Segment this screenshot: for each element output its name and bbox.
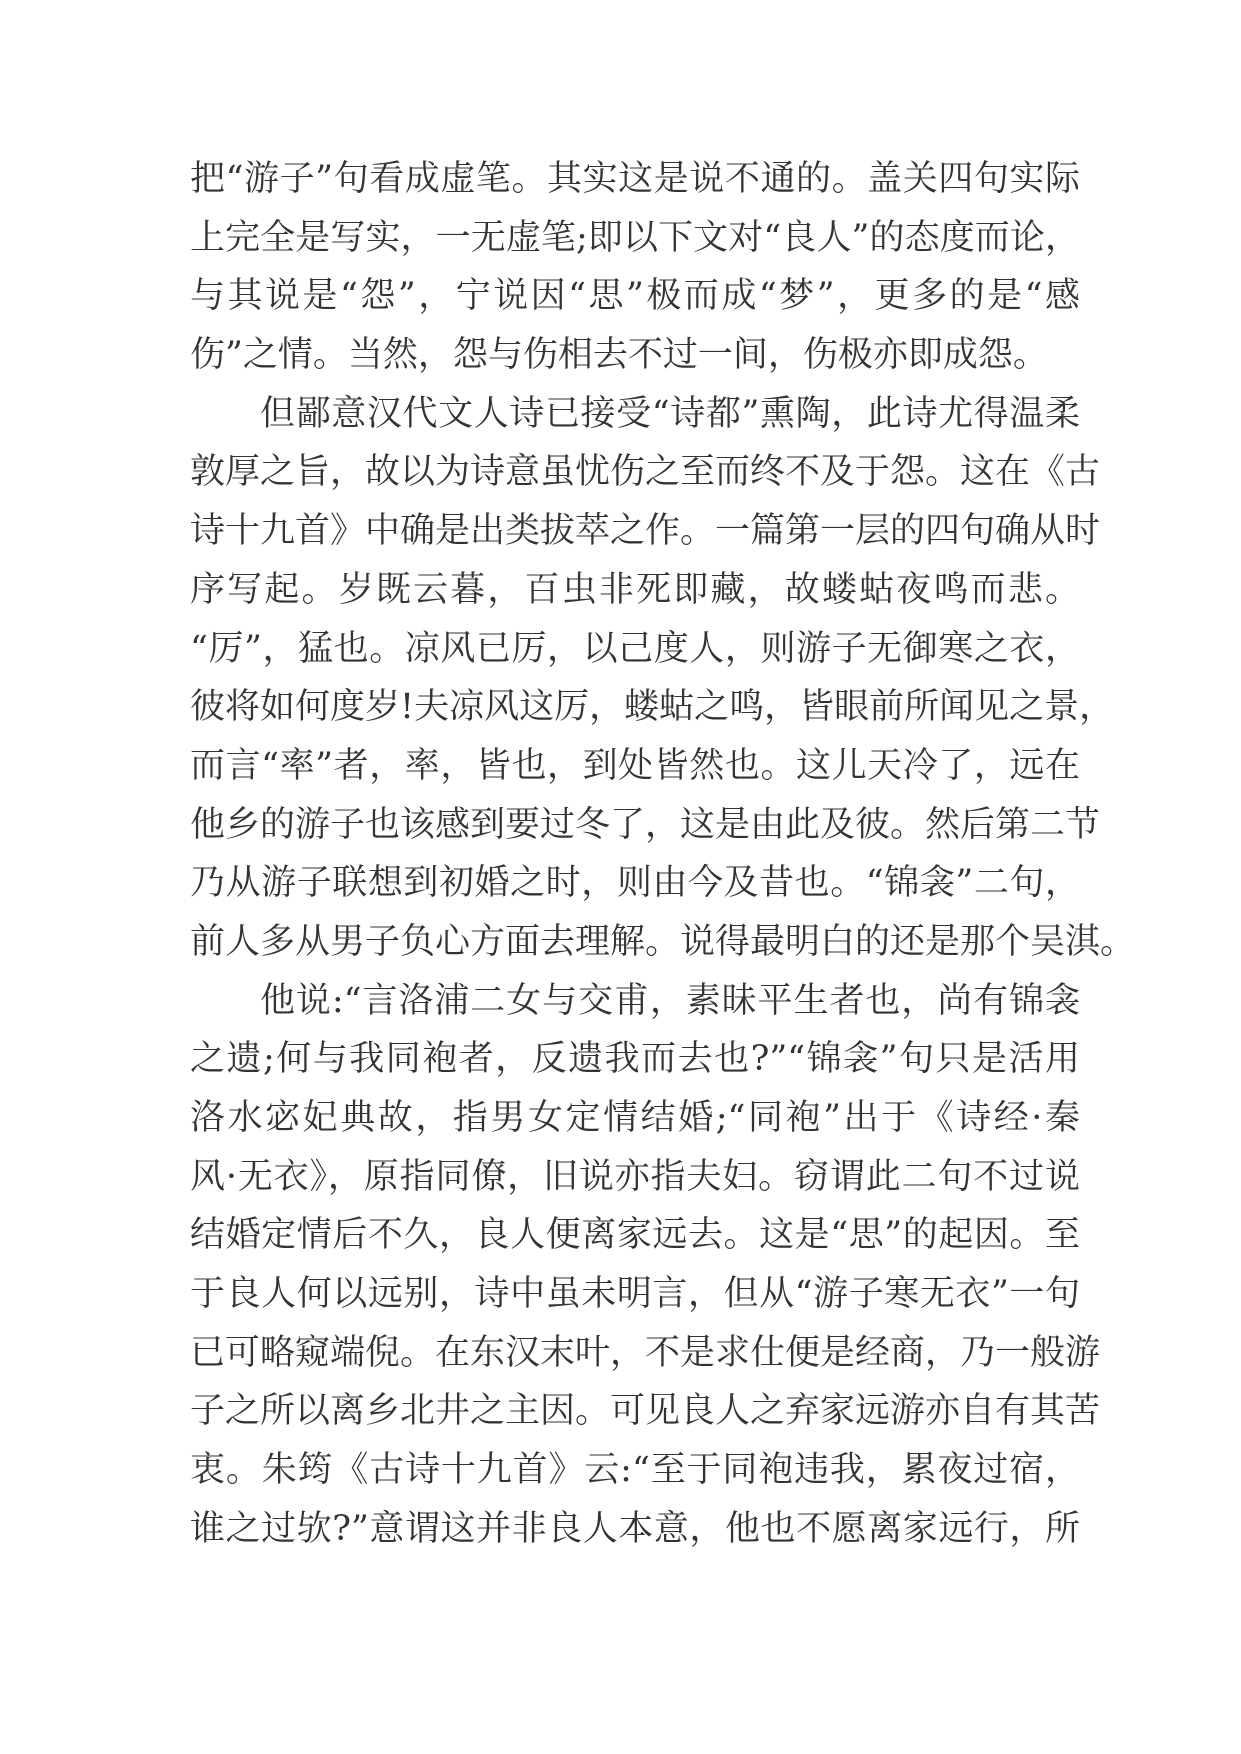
text-line: 但鄙意汉代文人诗已接受“诗都”熏陶，此诗尤得温柔 [260, 393, 1080, 434]
text-line: 于良人何以远别，诗中虽未明言，但从“游子寒无衣”一句 [190, 1274, 1080, 1315]
text-line: 把“游子”句看成虚笔。其实这是说不通的。盖关四句实际 [190, 159, 1080, 199]
text-line: 彼将如何度岁!夫凉风这厉，蝼蛄之鸣，皆眼前所闻见之景， [190, 687, 1115, 728]
text-line: “厉”，猛也。凉风已厉，以己度人，则游子无御寒之衣， [190, 628, 1080, 669]
text-line: 他乡的游子也该感到要过冬了，这是由此及彼。然后第二节 [190, 804, 1101, 845]
text-line: 谁之过欤?”意谓这并非良人本意，他也不愿离家远行，所 [190, 1508, 1080, 1549]
text-line: 衷。朱筠《古诗十九首》云:“至于同袍违我，累夜过宿， [190, 1450, 1080, 1491]
text-line: 他说:“言洛浦二女与交甫，素昧平生者也，尚有锦衾 [260, 980, 1080, 1021]
text-line: 洛水宓妃典故，指男女定情结婚;“同袍”出于《诗经·秦 [190, 1098, 1080, 1138]
text-line: 乃从游子联想到初婚之时，则由今及昔也。“锦衾”二句， [190, 863, 1080, 904]
text-line: 伤”之情。当然，怨与伤相去不过一间，伤极亦即成怨。 [190, 335, 1048, 376]
paragraph-1 [190, 150, 1080, 385]
text-line: 诗十九首》中确是出类拔萃之作。一篇第一层的四句确从时 [190, 511, 1101, 552]
text-line: 上完全是写实，一无虚笔;即以下文对“良人”的态度而论， [190, 217, 1080, 258]
text-line: 风·无衣》，原指同僚，旧说亦指夫妇。窃谓此二句不过说 [190, 1156, 1080, 1197]
text-line: 敦厚之旨，故以为诗意虽忧伤之至而终不及于怨。这在《古 [190, 452, 1101, 493]
text-line: 结婚定情后不久，良人便离家远去。这是“思”的起因。至 [190, 1215, 1080, 1256]
text-line: 与其说是“怨”，宁说因“思”极而成“梦”，更多的是“感 [190, 276, 1080, 317]
text-line: 子之所以离乡北井之主因。可见良人之弃家远游亦自有其苦 [190, 1391, 1101, 1432]
paragraph-2 [190, 385, 1136, 972]
paragraph-3 [190, 972, 1101, 1559]
text-line: 已可略窥端倪。在东汉末叶，不是求仕便是经商，乃一般游 [190, 1332, 1101, 1373]
text-line: 之遗;何与我同袍者，反遗我而去也?”“锦衾”句只是活用 [190, 1039, 1080, 1080]
body-text [190, 150, 1136, 1559]
text-line: 而言“率”者，率，皆也，到处皆然也。这儿天冷了，远在 [190, 745, 1080, 786]
text-line: 序写起。岁既云暮，百虫非死即藏，故蝼蛄夜鸣而悲。 [190, 569, 1080, 610]
text-line: 前人多从男子负心方面去理解。说得最明白的还是那个吴淇。 [190, 921, 1136, 962]
